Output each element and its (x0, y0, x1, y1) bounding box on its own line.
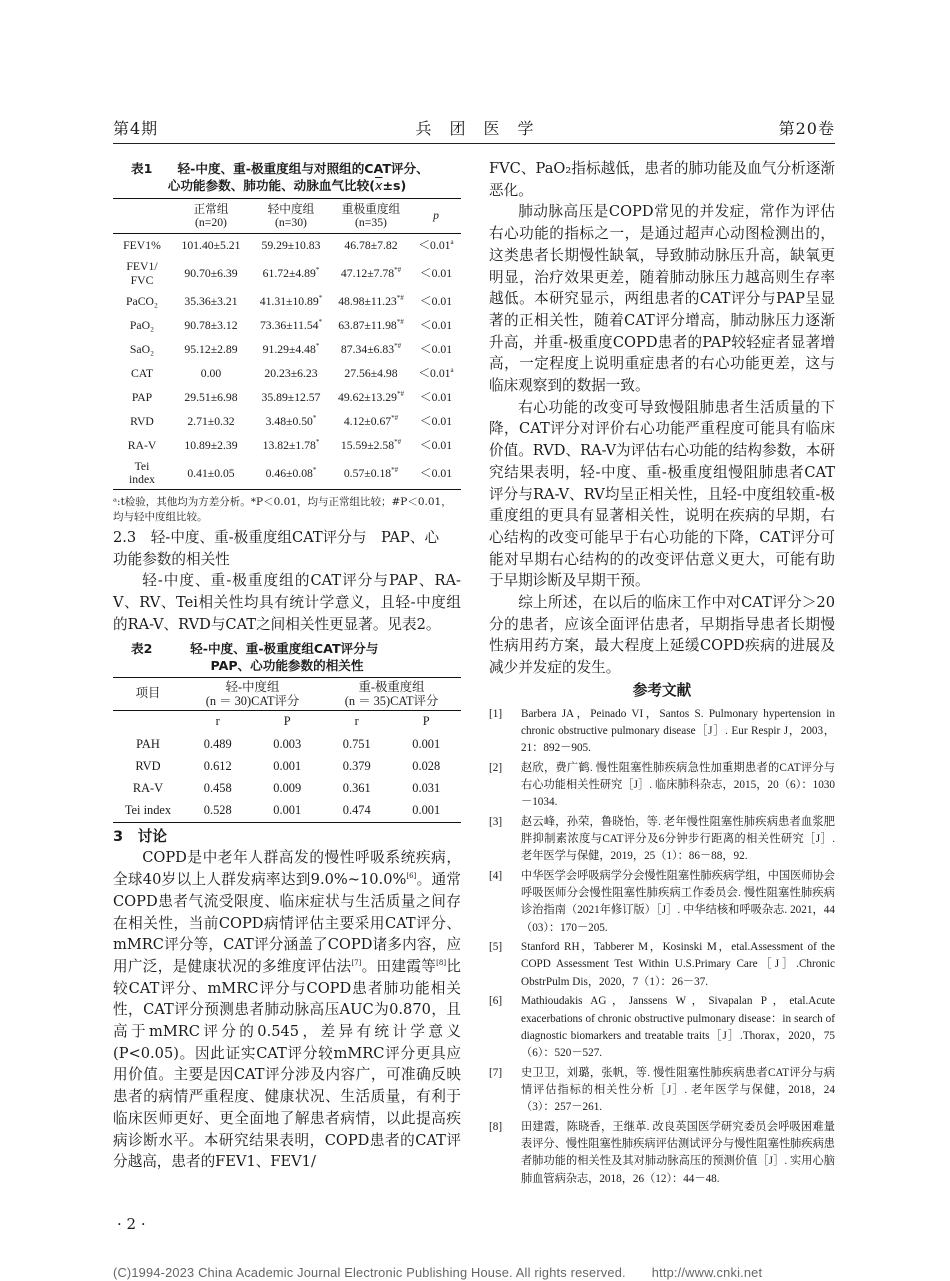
t1-cell-p: ＜0.01 (419, 414, 453, 428)
reference-text: 赵云峰，孙荣，鲁晓怡，等. 老年慢性阻塞性肺疾病患者血浆肥胖抑制素浓度与CAT评分及6分钟步行距离的相关性研究［J］. 老年医学与保健，2019，25（1）：86－88，92. (521, 815, 835, 863)
t1-row-label: PaO₂ (129, 318, 155, 332)
t1-row-label: SaO₂ (129, 342, 155, 356)
t1-cell-mild: 0.46±0.08* (265, 465, 317, 480)
section-3-paragraph-4: 综上所述，在以后的临床工作中对CAT评分＞20分的患者，应该全面评估患者，早期指导患者长期慢性病用药方案，最大程度上延缓COPD疾病的进展及减少并发症的发生。 (489, 594, 835, 677)
t1-cell-mild: 73.36±11.54* (259, 317, 323, 332)
t2-cell-p1: 0.009 (273, 781, 302, 796)
t2-group2: 重-极重度组 (358, 680, 425, 695)
section-2-3-title (113, 527, 461, 570)
reference-number: [3] (489, 815, 503, 828)
t1-cell-normal: 35.36±3.21 (184, 294, 238, 308)
table2-header-row (113, 677, 461, 709)
t1-row-label: CAT (130, 366, 154, 380)
t2-cell-r1: 0.489 (203, 737, 232, 752)
t1-cell-severe: 87.34±6.83*# (340, 341, 402, 356)
t1-cell-severe: 48.98±11.23*# (338, 293, 404, 308)
section-2-3-title-line1: 2.3 轻-中度、重-极重度组CAT评分与 PAP、心 (113, 529, 440, 546)
t1-cell-normal: 90.70±6.39 (184, 266, 238, 280)
t1-cell-normal: 95.12±2.89 (184, 342, 238, 356)
section-3-title: 3 讨论 (113, 827, 167, 845)
t1-cell-p: ＜0.01$^a$ (418, 365, 454, 380)
references-title: 参考文献 (632, 681, 692, 699)
reference-text: 中华医学会呼吸病学分会慢性阻塞性肺疾病学组，中国医师协会呼吸医师分会慢性阻塞性肺疾病工作委员会. 慢性阻塞性肺疾病诊治指南（2021年修订版）［J］. 中华结核和呼吸杂志. 2021，44（03）：170－205. (521, 869, 835, 934)
t2-cell-p1: 0.003 (273, 737, 302, 752)
table1-body (113, 234, 461, 490)
t1-cell-mild: 13.82±1.78* (262, 437, 320, 452)
t1-cell-mild: 41.31±10.89* (259, 293, 323, 308)
table2-row (113, 800, 461, 822)
table1-row (113, 458, 461, 490)
t2-cell-r1: 0.612 (203, 759, 232, 774)
t1-cell-p: ＜0.01 (419, 266, 453, 280)
reference-item (489, 814, 835, 866)
reference-item (489, 868, 835, 937)
reference-number: [2] (489, 761, 503, 774)
t2-row-label: RA-V (132, 781, 164, 796)
reference-number: [5] (489, 941, 503, 954)
reference-text: 史卫卫，刘璐，张帆，等. 慢性阻塞性肺疾病患者CAT评分与病情评估指标的相关性分析［J］. 老年医学与保健，2018，24（3）：257－261. (521, 1066, 835, 1114)
volume-number: 第20卷 (778, 119, 835, 138)
section-3-paragraph-3: 右心功能的改变可导致慢阻肺患者生活质量的下降，CAT评分对评价右心功能严重程度可能具有临床价值。RVD、RA-V为评估右心功能的结构参数，本研究结果表明，轻-中度、重-极重度组慢阻肺患者CAT评分与RA-V、RV均呈正相关性，且轻-中度组较重-极重度组的更具有显著相关性，说明在疾病的早期，右心结构的改变可能早于右心功能的下降，CAT评分可能对早期右心结构的的改变评估意义更大，可能有助于早期诊断及早期干预。 (489, 398, 835, 590)
header-rule (113, 143, 835, 144)
reference-item (489, 1119, 835, 1188)
t1-cell-normal: 0.41±0.05 (187, 466, 235, 480)
t1-cell-mild: 59.29±10.83 (261, 239, 321, 252)
reference-text: 赵欣，费广鹤. 慢性阻塞性肺疾病急性加重期患者的CAT评分与右心功能相关性研究［J］. 临床肺科杂志，2015，20（6）：1030－1034. (521, 761, 835, 809)
reference-item (489, 706, 835, 758)
section-2-3-title-line2: 功能参数的相关性 (113, 550, 230, 568)
table1-row (113, 434, 461, 458)
table2-body (113, 734, 461, 822)
reference-number: [1] (489, 707, 503, 720)
right-column (489, 158, 835, 1190)
t1-cell-normal: 90.78±3.12 (184, 318, 238, 332)
t1-cell-severe: 15.59±2.58*# (340, 437, 402, 452)
t1-cell-severe: 27.56±4.98 (344, 366, 398, 380)
table2 (113, 677, 461, 823)
t1-cell-severe: 47.12±7.78*# (340, 265, 402, 280)
t1-row-label: PaCO₂ (126, 294, 158, 308)
t1-row-label: FEV1% (123, 239, 161, 252)
t1-cell-normal: 2.71±0.32 (187, 414, 235, 428)
table1-row (113, 234, 461, 258)
t2-cell-p2: 0.028 (412, 759, 441, 774)
t1-cell-p: ＜0.01$^a$ (418, 238, 454, 252)
section-2-3-paragraph: 轻-中度、重-极重度组的CAT评分与PAP、RA-V、RV、Tei相关性均具有统计学意义，且轻-中度组的RA-V、RVD与CAT之间相关性更显著。见表2。 (113, 572, 461, 633)
table1-caption-line2: 心功能参数、肺功能、动脉血气比较$(\overline{x}\pm s)$ (167, 178, 407, 193)
t2-item-header: 项目 (135, 685, 161, 700)
t2-group2-sub: (n ＝ 35)CAT评分 (344, 694, 439, 709)
t2-sub-p2: P (422, 714, 430, 729)
table2-row (113, 734, 461, 756)
t2-cell-p2: 0.001 (412, 737, 441, 752)
t2-cell-r2: 0.361 (342, 781, 371, 796)
t1-cell-normal: 10.89±2.39 (184, 438, 238, 452)
reference-list (489, 706, 835, 1188)
t1-cell-p: ＜0.01 (419, 438, 453, 452)
table1-row (113, 290, 461, 314)
t2-cell-r2: 0.751 (342, 737, 371, 752)
t1-cell-severe: 0.57±0.18*# (343, 465, 399, 480)
reference-number: [6] (489, 995, 503, 1008)
t1-cell-p: ＜0.01 (419, 466, 453, 480)
t1-row-label: Tei index (129, 459, 155, 487)
table1-row (113, 258, 461, 290)
table1-row (113, 314, 461, 338)
table1-row (113, 362, 461, 386)
table1-note-line2: 均与轻中度组比较。 (113, 511, 208, 523)
t1-cell-normal: 0.00 (200, 366, 222, 380)
section-3-paragraph-1-cont: FVC、PaO₂指标越低，患者的肺功能及血气分析逐渐恶化。 (489, 160, 835, 199)
reference-text: Stanford RH，Tabberer M，Kosinski M，etal.Assessment of the COPD Assessment Test Within U.S.Primary Care［J］.Chronic ObstrPulm Dis，2020，7（1）：26－37. (521, 941, 835, 988)
t1-cell-normal: 29.51±6.98 (184, 390, 238, 404)
reference-item (489, 939, 835, 991)
reference-text: 田建霞，陈晓香，王继革. 改良英国医学研究委员会呼吸困难量表评分、慢性阻塞性肺疾病评估测试评分与慢性阻塞性肺疾病患者肺功能的相关性及其对肺动脉高压的预测价值［J］. 实用心脑肺血管病杂志，2018，26（12）：44－48. (521, 1120, 835, 1185)
t1-col-mild: 轻中度组 (267, 202, 315, 216)
table2-caption-line2: PAP、心功能参数的相关性 (210, 657, 364, 673)
t2-group1-sub: (n ＝ 30)CAT评分 (205, 694, 300, 709)
t2-cell-p1: 0.001 (273, 759, 302, 774)
t2-sub-r1: r (215, 714, 220, 729)
t1-cell-mild: 20.23±6.23 (264, 366, 318, 380)
t2-row-label: RVD (135, 759, 161, 774)
table1-note (113, 495, 461, 525)
t2-group1: 轻-中度组 (225, 680, 280, 695)
t1-cell-severe: 46.78±7.82 (344, 239, 398, 252)
issue-number: 第4期 (113, 119, 159, 138)
table1-header-row (113, 199, 461, 234)
t1-cell-mild: 61.72±4.89* (262, 265, 320, 280)
t1-row-label: RVD (130, 414, 154, 428)
table2-subheader-row (113, 710, 461, 734)
t2-cell-p1: 0.001 (273, 803, 302, 818)
copyright-footer: (C)1994-2023 China Academic Journal Electronic Publishing House. All rights reserved. http://www.cnki.net (113, 1265, 763, 1280)
t2-cell-p2: 0.001 (412, 803, 441, 818)
t2-row-label: Tei index (124, 803, 172, 818)
section-3-paragraph-1: COPD是中老年人群高发的慢性呼吸系统疾病，全球40岁以上人群发病率达到9.0%~10.0%[6]。通常COPD患者气流受限度、临床症状与生活质量之间存在相关性，当前COPD病情评估主要采用CAT评分、mMRC评分等，CAT评分涵盖了COPD诸多内容，应用广泛，是健康状况的多维度评估法[7]。田建霞等[8]比较CAT评分、mMRC评分与COPD患者肺功能相关性，CAT评分预测患者肺动脉高压AUC为0.870，且高于mMRC评分的0.545，差异有统计学意义(P<0.05)。因此证实CAT评分较mMRC评分更具应用价值。主要是因CAT评分涉及内容广，可准确反映患者的病情严重程度、健康状况、生活质量，有利于临床医师更好、更全面地了解患者病情，以此提高疾病诊断水平。本研究结果表明，COPD患者的CAT评分越高，患者的FEV1、FEV1/ (113, 849, 461, 1171)
table1-note-line1: ᵃ:t检验，其他均为方差分析。*P＜0.01，均与正常组比较；#P＜0.01， (113, 496, 452, 508)
table2-caption-line1: 表2 轻-中度、重-极重度组CAT评分与 (131, 640, 379, 656)
section-3-paragraph-2: 肺动脉高压是COPD常见的并发症，常作为评估右心功能的指标之一，是通过超声心动图检测出的，这类患者长期慢性缺氧，导致肺动脉压升高，缺氧更明显，治疗效果更差，随着肺动脉压力越高则生存率越低。本研究显示，两组患者的CAT评分与PAP呈显著的正相关性，随着CAT评分增高，肺动脉压力逐渐升高，并重-极重度COPD患者的PAP较轻症者显著增高，一定程度上说明重症患者的右心功能更差，这与临床观察到的数据一致。 (489, 203, 835, 395)
table1-row (113, 410, 461, 434)
reference-number: [8] (489, 1120, 503, 1133)
t1-cell-p: ＜0.01 (419, 342, 453, 356)
t1-cell-normal: 101.40±5.21 (181, 239, 241, 252)
t1-cell-mild: 91.29±4.48* (262, 341, 320, 356)
table1 (113, 198, 461, 490)
reference-text: Mathioudakis AG，Janssens W，Sivapalan P，etal.Acute exacerbations of chronic obstructive pulmonary disease：in search of diagnostic biomarkers and treatable traits［J］.Thorax，2020，75（6）：520－527. (521, 995, 835, 1060)
t1-col-normal: 正常组 (193, 202, 229, 216)
reference-item (489, 760, 835, 812)
t1-cell-p: ＜0.01 (419, 294, 453, 308)
t1-cell-p: ＜0.01 (419, 318, 453, 332)
t2-sub-r2: r (354, 714, 359, 729)
t2-cell-r2: 0.379 (342, 759, 371, 774)
t1-col-severe: 重极重度组 (341, 202, 401, 216)
t1-col-p: p (433, 209, 439, 223)
table2-row (113, 756, 461, 778)
t2-cell-r1: 0.528 (203, 803, 232, 818)
reference-text: Barbera JA，Peinado VI，Santos S. Pulmonary hypertension in chronic obstructive pulmonary disease［J］. Eur Respir J，2003，21：892－905. (521, 707, 835, 755)
table2-row (113, 778, 461, 800)
page-number: · 2 · (117, 1215, 146, 1233)
t2-cell-p2: 0.031 (412, 781, 441, 796)
table1-row (113, 338, 461, 362)
t1-cell-severe: 4.12±0.67*# (343, 413, 399, 428)
t2-cell-r2: 0.474 (342, 803, 371, 818)
t1-col-mild-n: (n=30) (275, 216, 307, 229)
t1-row-label: RA-V (127, 438, 157, 452)
reference-number: [7] (489, 1066, 503, 1079)
t2-cell-r1: 0.458 (203, 781, 232, 796)
t2-sub-p1: P (283, 714, 291, 729)
t1-row-label: FEV1/ FVC (126, 260, 158, 287)
t1-cell-severe: 49.62±13.29*# (337, 389, 404, 404)
reference-item (489, 1065, 835, 1117)
t1-cell-p: ＜0.01 (419, 390, 453, 404)
t2-row-label: PAH (136, 737, 160, 752)
t1-cell-mild: 3.48±0.50* (265, 413, 317, 428)
journal-title: 兵 团 医 学 (415, 119, 535, 138)
reference-item (489, 993, 835, 1062)
table1-row (113, 386, 461, 410)
table1-caption-line1: 表1 轻-中度、重-极重度组与对照组的CAT评分、 (131, 161, 429, 176)
t1-col-normal-n: (n=20) (195, 216, 227, 229)
left-column (113, 160, 461, 1173)
reference-number: [4] (489, 869, 503, 882)
t1-cell-mild: 35.89±12.57 (261, 390, 321, 404)
t1-row-label: PAP (131, 390, 153, 404)
t1-cell-severe: 63.87±11.98*# (338, 317, 404, 332)
t1-col-severe-n: (n=35) (355, 216, 387, 229)
